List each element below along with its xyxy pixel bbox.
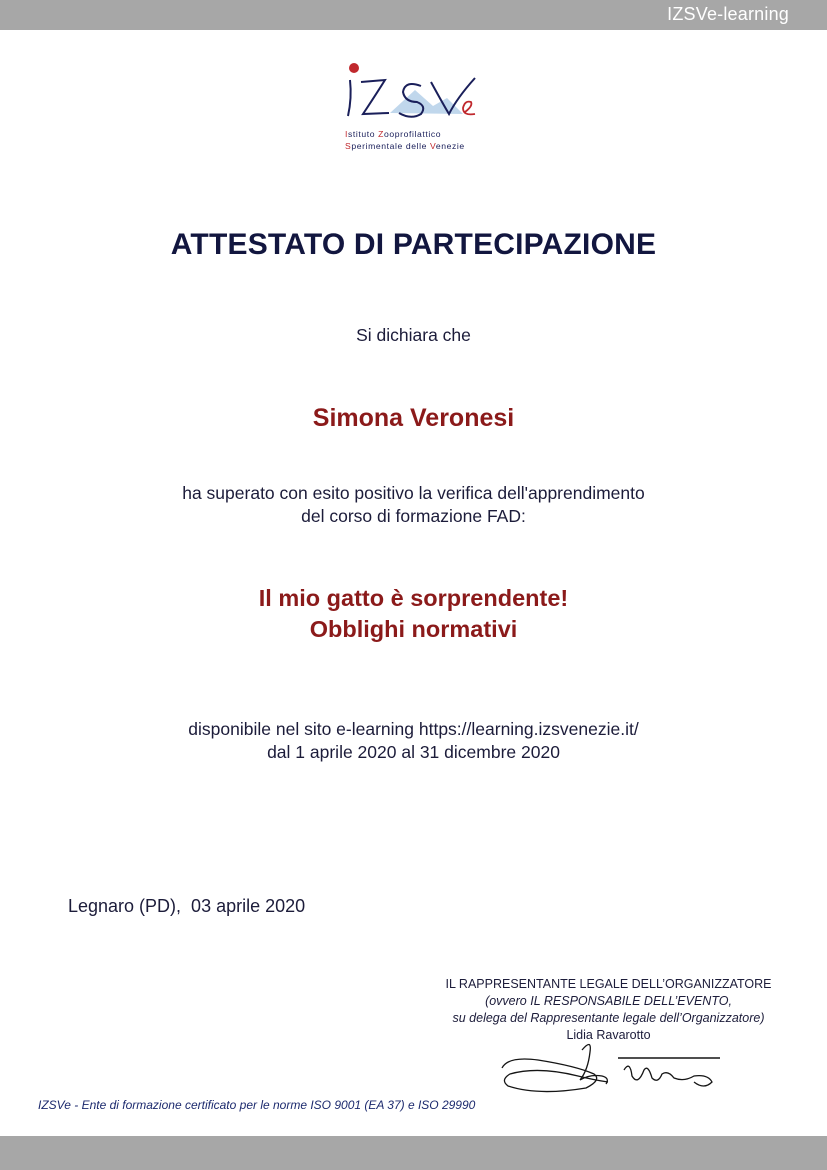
availability-line-2: dal 1 aprile 2020 al 31 dicembre 2020 [267, 742, 560, 762]
course-title-line-2: Obblighi normativi [309, 616, 518, 642]
top-bar [0, 0, 827, 30]
bottom-bar [0, 1136, 827, 1170]
place-and-date: Legnaro (PD), 03 aprile 2020 [68, 896, 306, 916]
signatory-role: IL RAPPRESENTANTE LEGALE DELL’ORGANIZZATORE [445, 977, 772, 991]
course-title-line-1: Il mio gatto è sorprendente! [258, 585, 569, 611]
handwritten-signature [498, 1030, 723, 1098]
certification-note: IZSVe - Ente di formazione certificato per le norme ISO 9001 (EA 37) e ISO 29990 [38, 1098, 476, 1112]
availability-line-1: disponibile nel sito e-learning https://learning.izsvenezie.it/ [188, 719, 639, 739]
completion-line-1: ha superato con esito positivo la verifica dell'apprendimento [182, 483, 645, 503]
logo-caption-line1: Istituto Zooprofilattico [345, 129, 442, 139]
declaration-text: Si dichiara che [356, 325, 471, 345]
course-title [0, 583, 827, 645]
brand-label: IZSVe-learning [667, 4, 789, 24]
completion-statement [0, 482, 827, 528]
recipient-name: Simona Veronesi [312, 404, 515, 432]
certificate-title: ATTESTATO DI PARTECIPAZIONE [170, 228, 657, 261]
signatory-name: Lidia Ravarotto [566, 1028, 651, 1042]
logo-caption-line2: Sperimentale delle Venezie [345, 141, 465, 151]
completion-line-2: del corso di formazione FAD: [301, 506, 526, 526]
logo-caption [345, 128, 465, 152]
signatory-role-note-2: su delega del Rappresentante legale dell’Organizzatore) [452, 1011, 765, 1025]
availability-info [0, 718, 827, 764]
signatory-role-note-1: (ovvero IL RESPONSABILE DELL’EVENTO, [485, 994, 732, 1008]
